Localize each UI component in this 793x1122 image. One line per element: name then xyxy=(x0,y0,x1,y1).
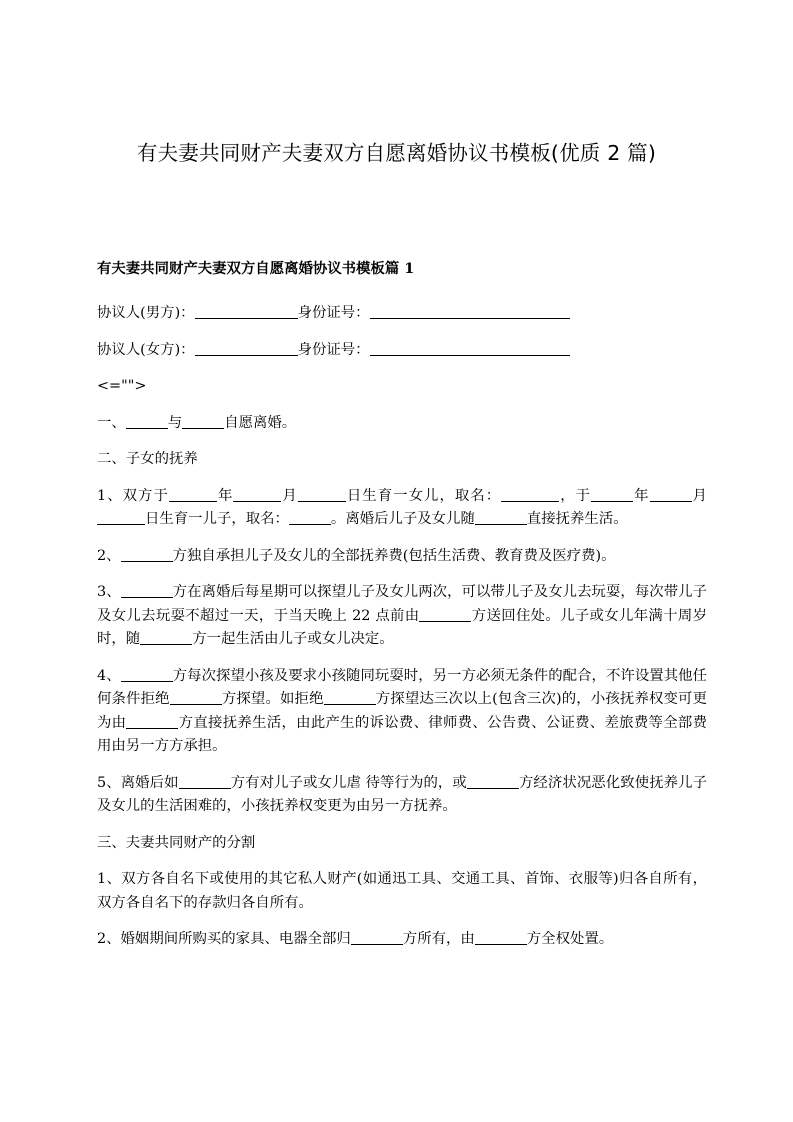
section-title-property: 三、夫妻共同财产的分割 xyxy=(97,834,256,851)
clause-3: 3、 方在离婚后每星期可以探望儿子及女儿两次，可以带儿子及女儿去玩耍，每次带儿子及女儿去玩耍不超过一天，于当天晚上 22 点前由 方送回住处。儿子或女儿年满十周岁时，随 方一起生活由儿子或女儿决定。 xyxy=(97,584,707,647)
blank-field xyxy=(121,582,173,598)
document-body xyxy=(97,258,707,965)
document-title: 有夫妻共同财产夫妻双方自愿离婚协议书模板(优质 2 篇) xyxy=(136,141,657,165)
blank-field xyxy=(419,606,471,622)
blank-field xyxy=(121,666,173,682)
blank-field xyxy=(591,486,633,502)
blank-field xyxy=(233,486,281,502)
blank-field xyxy=(126,413,168,429)
blank-field xyxy=(140,629,192,645)
party-male-line: 协议人(男方)： 身份证号： xyxy=(97,302,707,326)
blank-field xyxy=(370,303,570,319)
blank-field xyxy=(169,486,217,502)
blank-field xyxy=(324,689,376,705)
blank-field xyxy=(121,546,173,562)
blank-field xyxy=(97,509,145,525)
blank-field xyxy=(298,486,346,502)
stray-text: <=""> xyxy=(97,378,147,394)
blank-field xyxy=(475,929,527,945)
blank-field xyxy=(467,773,519,789)
blank-field xyxy=(195,303,298,319)
blank-field xyxy=(126,713,178,729)
clause-5: 5、离婚后如 方有对儿子或女儿虐 待等行为的，或 方经济状况恶化致使抚养儿子及女儿的生活困难的，小孩抚养权变更为由另一方抚养。 xyxy=(97,774,707,814)
property-clause-1: 1、双方各自名下或使用的其它私人财产(如通迅工具、交通工具、首饰、衣服等)归各自所有，双方各自名下的存款归各自所有。 xyxy=(97,871,707,911)
blank-field xyxy=(351,929,403,945)
section-title-children: 二、子女的抚养 xyxy=(97,451,198,467)
blank-field xyxy=(195,340,298,356)
blank-field xyxy=(182,413,224,429)
clause-divorce: 一、 与 自愿离婚。 xyxy=(97,414,297,431)
blank-field xyxy=(650,486,692,502)
property-clause-2: 2、婚姻期间所购买的家具、电器全部归 方所有，由 方全权处置。 xyxy=(97,931,614,947)
blank-field xyxy=(170,689,222,705)
blank-field xyxy=(475,509,527,525)
party-female-line: 协议人(女方)： 身份证号： xyxy=(97,339,707,363)
clause-4: 4、 方每次探望小孩及要求小孩随同玩耍时，另一方必须无条件的配合，不许设置其他任何条件拒绝 方探望。如拒绝 方探望达三次以上(包含三次)的，小孩抚养权变可更为由 方直接抚养生活，由此产生的诉讼费、律师费、公告费、公证费、差旅费等全部费用由另一方方承担。 xyxy=(97,667,707,754)
clause-2: 2、 方独自承担儿子及女儿的全部抚养费(包括生活费、教育费及医疗费)。 xyxy=(97,547,616,564)
clause-1: 1、双方于 年 月 日生育一女儿，取名： ，于 年 月日生育一儿子，取名： 。离婚后儿子及女儿随 直接抚养生活。 xyxy=(97,487,707,527)
blank-field xyxy=(179,773,231,789)
blank-field xyxy=(370,340,570,356)
blank-field xyxy=(501,486,559,502)
section-heading: 有夫妻共同财产夫妻双方自愿离婚协议书模板篇 1 xyxy=(97,260,415,277)
blank-field xyxy=(289,509,331,525)
